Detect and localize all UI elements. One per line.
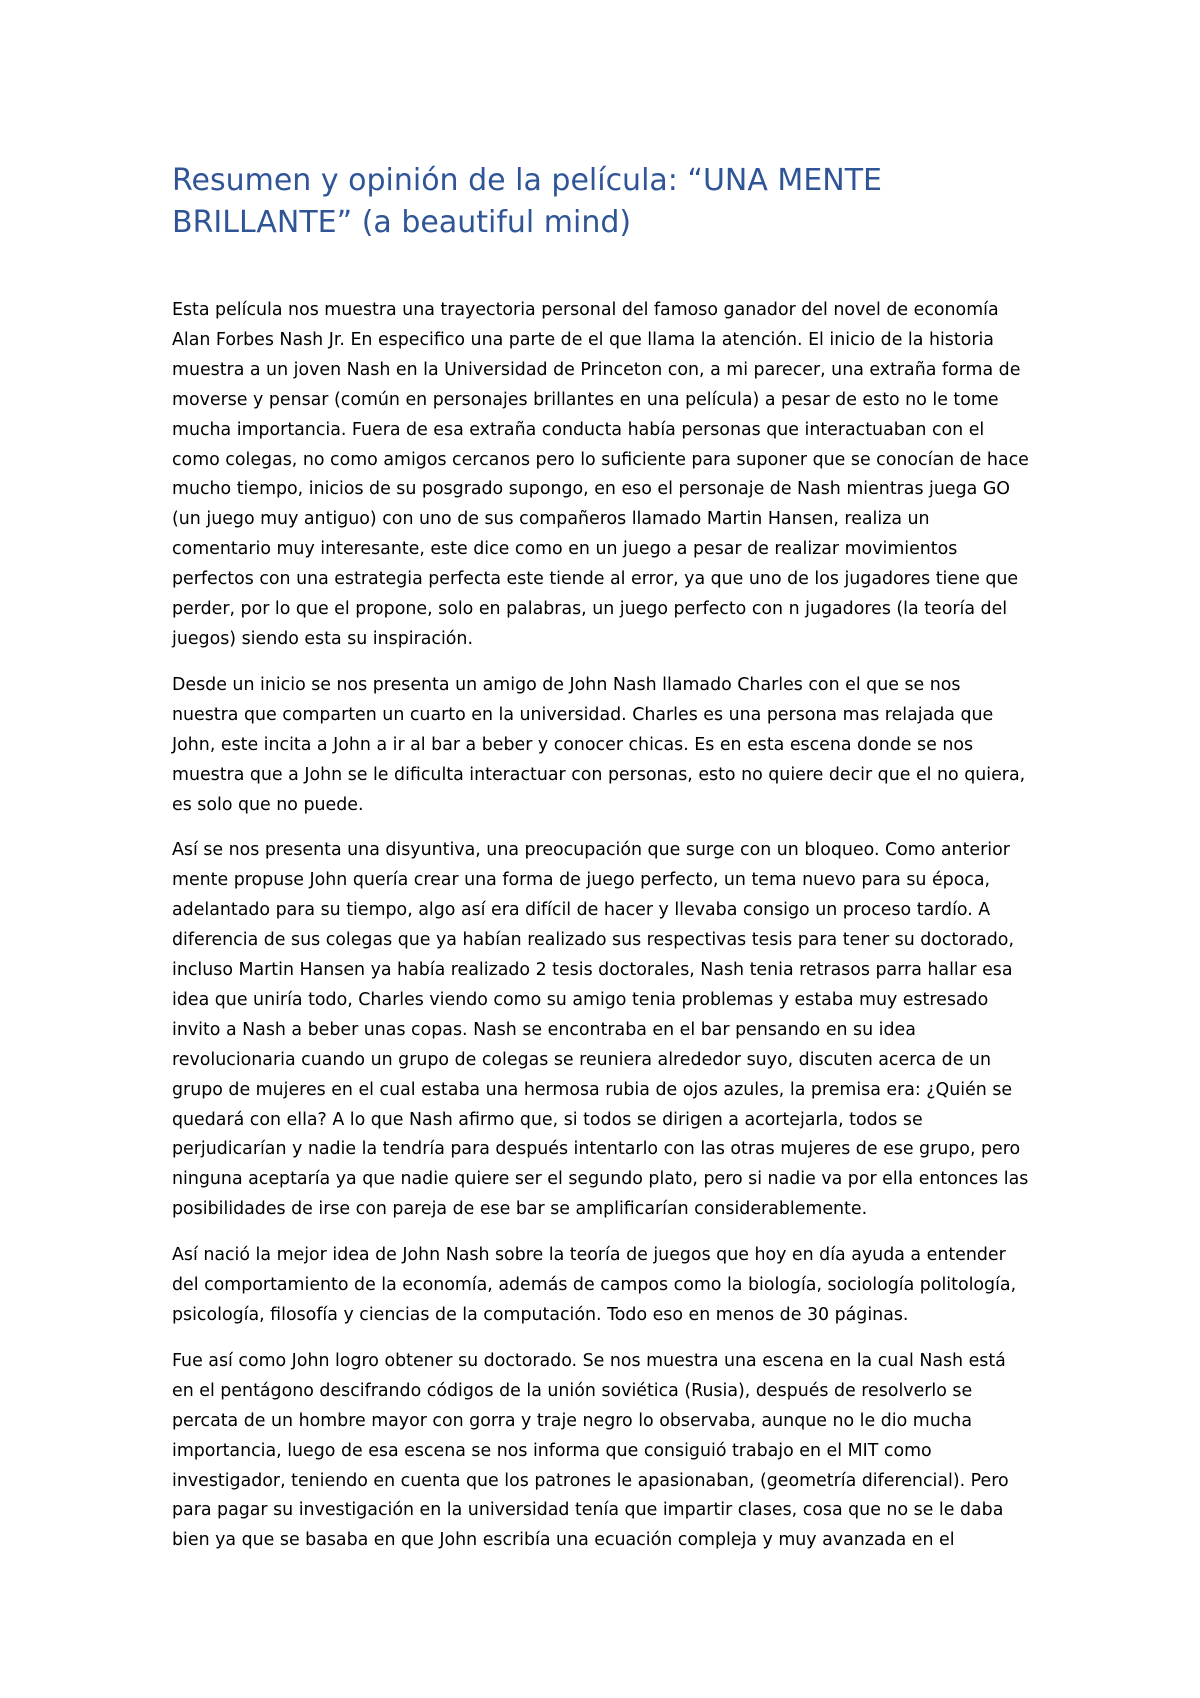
- paragraph-3: Así se nos presenta una disyuntiva, una preocupación que surge con un bloqueo. Como anterior mente propuse John quería crear una forma de juego perfecto, un tema nuevo para su época, adelantado para su tiempo, algo así era difícil de hacer y llevaba consigo un proceso tardío. A diferencia de sus colegas que ya habían realizado sus respectivas tesis para tener su doctorado, incluso Martin Hansen ya había realizado 2 tesis doctorales, Nash tenia retrasos parra hallar esa idea que uniría todo, Charles viendo como su amigo tenia problemas y estaba muy estresado invito a Nash a beber unas copas. Nash se encontraba en el bar pensando en su idea revolucionaria cuando un grupo de colegas se reuniera alrededor suyo, discuten acerca de un grupo de mujeres en el cual estaba una hermosa rubia de ojos azules, la premisa era: ¿Quién se quedará con ella? A lo que Nash afirmo que, si todos se dirigen a acortejarla, todos se perjudicarían y nadie la tendría para después intentarlo con las otras mujeres de ese grupo, pero ninguna aceptaría ya que nadie quiere ser el segundo plato, pero si nadie va por ella entonces las posibilidades de irse con pareja de ese bar se amplificarían considerablemente.: [172, 840, 1029, 1220]
- paragraph-1: Esta película nos muestra una trayectoria personal del famoso ganador del novel de economía Alan Forbes Nash Jr. En especifico una parte de el que llama la atención. El inicio de la historia muestra a un joven Nash en la Universidad de Princeton con, a mi parecer, una extraña forma de moverse y pensar (común en personajes brillantes en una película) a pesar de esto no le tome mucha importancia. Fuera de esa extraña conducta había personas que interactuaban con el como colegas, no como amigos cercanos pero lo suficiente para suponer que se conocían de hace mucho tiempo, inicios de su posgrado supongo, en eso el personaje de Nash mientras juega GO (un juego muy antiguo) con uno de sus compañeros llamado Martin Hansen, realiza un comentario muy interesante, este dice como en un juego a pesar de realizar movimientos perfectos con una estrategia perfecta este tiende al error, ya que uno de los jugadores tiene que perder, por lo que el propone, solo en palabras, un juego perfecto con n jugadores (la teoría del juegos) siendo esta su inspiración.: [172, 300, 1029, 649]
- document-title: [172, 160, 1032, 244]
- document-title-line-1: Resumen y opinión de la película: “UNA MENTE: [172, 163, 882, 198]
- document-title-line-2: BRILLANTE” (a beautiful mind): [172, 205, 632, 240]
- document-body: [172, 160, 1032, 1572]
- paragraph-5: Fue así como John logro obtener su doctorado. Se nos muestra una escena en la cual Nash está en el pentágono descifrando códigos de la unión soviética (Rusia), después de resolverlo se percata de un hombre mayor con gorra y traje negro lo observaba, aunque no le dio mucha importancia, luego de esa escena se nos informa que consiguió trabajo en el MIT como investigador, teniendo en cuenta que los patrones le apasionaban, (geometría diferencial). Pero para pagar su investigación en la universidad tenía que impartir clases, cosa que no se le daba bien ya que se basaba en que John escribía una ecuación compleja y muy avanzada en el: [172, 1350, 1009, 1551]
- paragraph-4: Así nació la mejor idea de John Nash sobre la teoría de juegos que hoy en día ayuda a entender del comportamiento de la economía, además de campos como la biología, sociología politología, psicología, filosofía y ciencias de la computación. Todo eso en menos de 30 páginas.: [172, 1245, 1017, 1325]
- paragraph-2: Desde un inicio se nos presenta un amigo de John Nash llamado Charles con el que se nos nuestra que comparten un cuarto en la universidad. Charles es una persona mas relajada que John, este incita a John a ir al bar a beber y conocer chicas. Es en esta escena donde se nos muestra que a John se le dificulta interactuar con personas, esto no quiere decir que el no quiera, es solo que no puede.: [172, 674, 1026, 815]
